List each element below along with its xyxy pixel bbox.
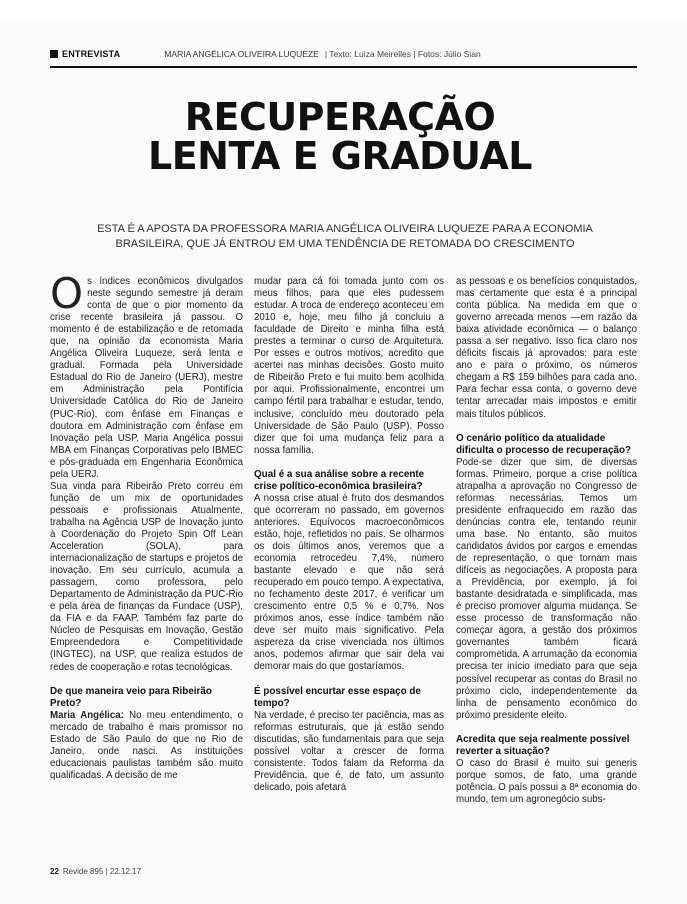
question-heading: É possível encurtar esse espaço de tempo? bbox=[254, 685, 421, 709]
answer-paragraph: Pode-se dizer que sim, de diversas formas. Primeiro, porque a crise política atrapalha a aprovação no Congresso de reformas necessárias. Temos um presidente enfraquecido em razão das denúncias contra ele, tentando reunir uma base. No entanto, são muitos candidatos ávidos por cargos e emendas de representação, o que tornam mais difíceis as negociações. A proposta para a Previdência, por exemplo, já foi bastante desidratada e simplificada, mas é preciso promover alguma mudança. Se esse processo de transformação não começar agora, a gestão dos próximos governantes também ficará comprometida. A arrumação da economia precisa ter início imediato para que seja possível recuperar as contas do Brasil no próximo ciclo, independentemente da linha de pensamento econômico do próximo presidente eleito. bbox=[456, 456, 637, 721]
lede-line-1: ESTA É A APOSTA DA PROFESSORA MARIA ANGÉLICA OLIVEIRA LUQUEZE PARA A ECONOMIA bbox=[97, 223, 593, 235]
text-column-2 bbox=[254, 276, 444, 794]
answer-paragraph bbox=[50, 710, 243, 782]
intro-text: s índices econômicos divulgados neste segundo semestre já deram conta de que o pior momento da crise recente brasileira já passou. O momento é de estabilização e de retomada que, na opinião da economista Maria Angélica Oliveira Luqueze, será lenta e gradual. Formada pela Universidade Estadual do Rio de Janeiro (UERJ), mestre em Administração pela Pontifícia Universidade Católica do Rio de Janeiro (PUC-Rio), com ênfase em Finanças e doutora em Administração com ênfase em Inovação pela USP, Maria Angélica possui MBA em Finanças Corporativas pelo IBMEC e pós-graduada em Engenharia Econômica pela UERJ. bbox=[50, 276, 243, 480]
top-margin bbox=[0, 0, 687, 20]
question-heading: O cenário político da atualidade dificulta o processo de recuperação? bbox=[456, 432, 632, 456]
credits: | Texto: Luiza Meirelles | Fotos: Júlio Sian bbox=[324, 49, 481, 59]
question-heading: De que maneira veio para Ribeirão Preto? bbox=[50, 685, 212, 709]
answer-text: No meu entendimento, o mercado de trabalho é mais promissor no Estado de São Paulo do que no Rio de Janeiro, onde nasci. As instituições educacionais paulistas também são muito qualificadas. A decisão de me bbox=[50, 709, 243, 781]
title-line-2: LENTA E GRADUAL bbox=[148, 134, 532, 178]
question-heading: Qual é a sua análise sobre a recente crise político-econômica brasileira? bbox=[254, 468, 425, 492]
answer-paragraph: Na verdade, é preciso ter paciência, mas as reformas estruturais, que já estão sendo discutidas, são fundamentais para que seja possível voltar a crescer de forma consistente. Todos falam da Reforma da Previdência, que é, de fato, um assunto delicado, pois afetará bbox=[254, 709, 444, 793]
paragraph: Sua vinda para Ribeirão Preto correu em função de um mix de oportunidades pessoais e profissionais Atualmente, trabalha na Agência USP de Inovação junto à Coordenação do Projeto Spin Off Lean Acceleration (SOLA), para internacionalização de startups e projetos de inovação. Em seu currículo, acumula a passagem, como professora, pelo Departamento de Administração da PUC-Rio e pela área de finanças da Fundace (USP), da FIA e da FAAP. Também faz parte do Núcleo de Pesquisas em Inovação, Gestão Empreendedora e Competitividade (INGTEC), na USP, que realiza estudos de redes de cooperação e rotas tecnológicas. bbox=[50, 480, 243, 673]
lede-line-2: BRASILEIRA, QUE JÁ ENTROU EM UMA TENDÊNCIA DE RETOMADA DO CRESCIMENTO bbox=[115, 238, 575, 250]
speaker-label: Maria Angélica: bbox=[50, 709, 124, 721]
article-title bbox=[60, 95, 620, 178]
interviewee-name: MARIA ANGÉLICA OLIVEIRA LUQUEZE bbox=[164, 49, 319, 59]
section-square-icon bbox=[50, 50, 58, 58]
drop-cap: O bbox=[50, 269, 84, 318]
header-rule bbox=[50, 66, 637, 68]
article-lede bbox=[70, 222, 620, 252]
title-line-1: RECUPERAÇÃO bbox=[184, 95, 496, 139]
page-number: 22 bbox=[50, 867, 59, 876]
text-column-1 bbox=[50, 269, 243, 782]
paragraph: as pessoas e os benefícios conquistados, mas certamente que esta é a principal conta pública. Na medida em que o governo arrecada menos —em razão da baixa atividade econômica — o balanço passa a ser negativo. Isso fica claro nos déficits fiscais já aprovados: para este ano e para o próximo, os números chegam a R$ 159 bilhões para cada ano. Para fechar essa conta, o governo deve tentar arrecadar mais impostos e emitir mais títulos públicos. bbox=[456, 276, 637, 420]
answer-paragraph: O caso do Brasil é muito sui generis porque somos, de fato, uma grande potência. O país possui a 8ª economia do mundo, tem um agronegócio subs- bbox=[456, 757, 637, 805]
intro-paragraph bbox=[50, 269, 243, 481]
running-header bbox=[50, 47, 635, 61]
answer-paragraph: A nossa crise atual é fruto dos desmandos que ocorreram no passado, em governos anteriores. Equívocos macroeconômicos estão, hoje, refletidos no país. Se olharmos os dois últimos anos, veremos que a economia retrocedeu 7,4%, número bastante elevado e que não será recuperado em pouco tempo. A expectativa, no fechamento deste 2017, é verificar um crescimento entre 0,5 % e 0,7%. Nos próximos anos, esse índice também não deve ser muito mais significativo. Pela aspereza da crise vivenciada nos últimos anos, podemos afirmar que sair dela vai demorar mais do que gostaríamos. bbox=[254, 492, 444, 673]
text-column-3 bbox=[456, 276, 637, 806]
question-heading: Acredita que seja realmente possível reverter a situação? bbox=[456, 733, 630, 757]
section-label: ENTREVISTA bbox=[62, 49, 121, 59]
paragraph: mudar para cá foi tomada junto com os meus filhos, para que eles pudessem estudar. A troca de endereço aconteceu em 2010 e, hoje, meu filho já concluiu a faculdade de Direito e minha filha está prestes a terminar o curso de Arquitetura. Por esses e outros motivos, acredito que acertei nas minhas decisões. Gosto muito de Ribeirão Preto e fui muito bem acolhida por aqui. Profissionalmente, encontrei um campo fértil para trabalhar e estudar, tendo, inclusive, concluído meu doutorado pela Universidade de São Paulo (USP). Posso dizer que foi uma mudança feliz para a nossa família. bbox=[254, 276, 444, 456]
issue-info: Revide 895 | 22.12.17 bbox=[62, 867, 142, 876]
page-footer bbox=[50, 866, 141, 878]
